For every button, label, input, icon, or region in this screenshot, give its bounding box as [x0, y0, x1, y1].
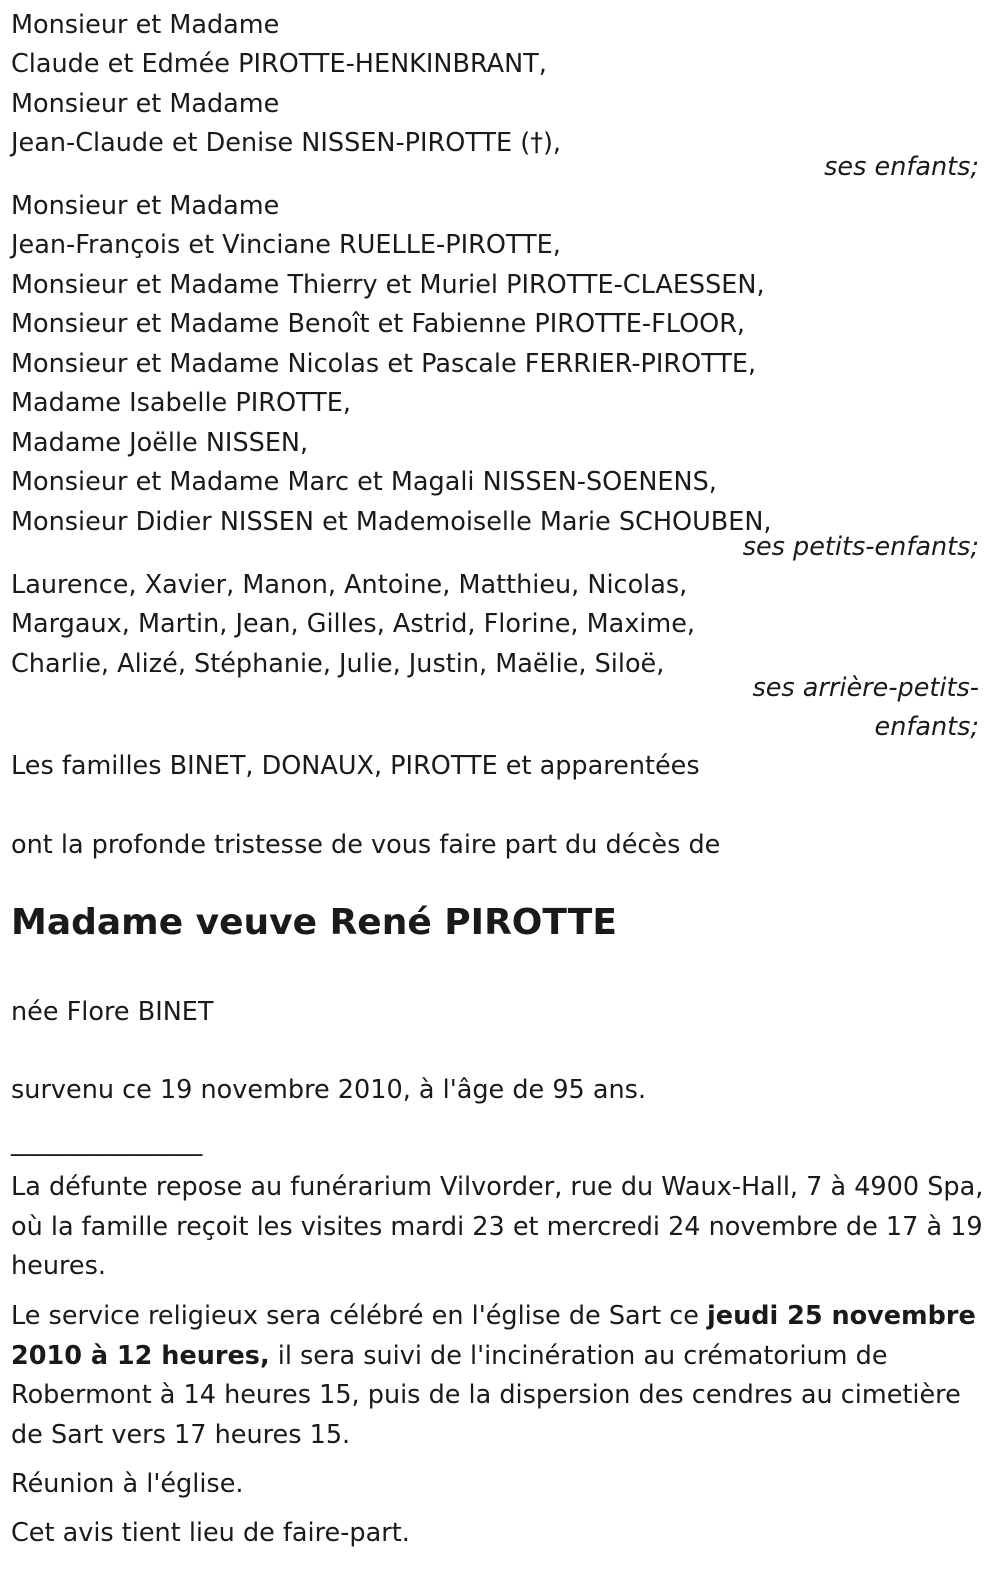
grandchildren-line: Madame Joëlle NISSEN, [11, 428, 309, 458]
children-line: Claude et Edmée PIROTTE-HENKINBRANT, [11, 49, 547, 79]
children-label: ses enfants; [824, 152, 979, 182]
grandchildren-line: Monsieur et Madame Marc et Magali NISSEN-SOENENS, [11, 467, 717, 497]
service-text: Le service religieux sera célébré en l'église de Sart ce [11, 1301, 708, 1331]
closing-line: Cet avis tient lieu de faire-part. [11, 1518, 410, 1548]
children-line: Monsieur et Madame [11, 89, 280, 119]
great-grandchildren-label: ses arrière-petits- [752, 673, 979, 703]
grandchildren-line: Monsieur et Madame Nicolas et Pascale FERRIER-PIROTTE, [11, 349, 757, 379]
grandchildren-label: ses petits-enfants; [742, 532, 979, 562]
great-grandchildren-line: Laurence, Xavier, Manon, Antoine, Matthieu, Nicolas, [11, 570, 688, 600]
grandchildren-line: Madame Isabelle PIROTTE, [11, 388, 351, 418]
grandchildren-line: Monsieur et Madame [11, 191, 280, 221]
grandchildren-line: Monsieur et Madame Thierry et Muriel PIROTTE-CLAESSEN, [11, 270, 765, 300]
announcement-line: ont la profonde tristesse de vous faire part du décès de [11, 830, 721, 860]
children-line: Monsieur et Madame [11, 10, 280, 40]
grandchildren-line: Monsieur Didier NISSEN et Mademoiselle Marie SCHOUBEN, [11, 507, 772, 537]
maiden-name: née Flore BINET [11, 997, 214, 1027]
great-grandchildren-label: enfants; [874, 712, 979, 742]
death-info: survenu ce 19 novembre 2010, à l'âge de 95 ans. [11, 1075, 647, 1105]
grandchildren-line: Jean-François et Vinciane RUELLE-PIROTTE, [11, 230, 561, 260]
great-grandchildren-line: Charlie, Alizé, Stéphanie, Julie, Justin, Maëlie, Siloë, [11, 649, 665, 679]
service-paragraph [11, 1297, 986, 1455]
deceased-name: Madame veuve René PIROTTE [11, 902, 617, 943]
great-grandchildren-line: Margaux, Martin, Jean, Gilles, Astrid, Florine, Maxime, [11, 609, 696, 639]
service-text: il sera suivi de l'incinération au crématorium de Robermont à 14 heures 15, puis de la dispersion des cendres au cimetière de Sart vers 17 heures 15. [11, 1340, 961, 1450]
grandchildren-line: Monsieur et Madame Benoît et Fabienne PIROTTE-FLOOR, [11, 309, 746, 339]
gathering-line: Réunion à l'église. [11, 1469, 244, 1499]
service-date: jeudi 25 novembre 2010 à 12 heures, [11, 1301, 976, 1371]
visitation-paragraph: La défunte repose au funérarium Vilvorder, rue du Waux-Hall, 7 à 4900 Spa, où la famille reçoit les visites mardi 23 et mercredi 24 novembre de 17 à 19 heures. [11, 1172, 984, 1281]
children-line: Jean-Claude et Denise NISSEN-PIROTTE (†), [11, 128, 562, 158]
families-line: Les familles BINET, DONAUX, PIROTTE et apparentées [11, 751, 700, 781]
separator-line: _______________ [11, 1127, 203, 1157]
